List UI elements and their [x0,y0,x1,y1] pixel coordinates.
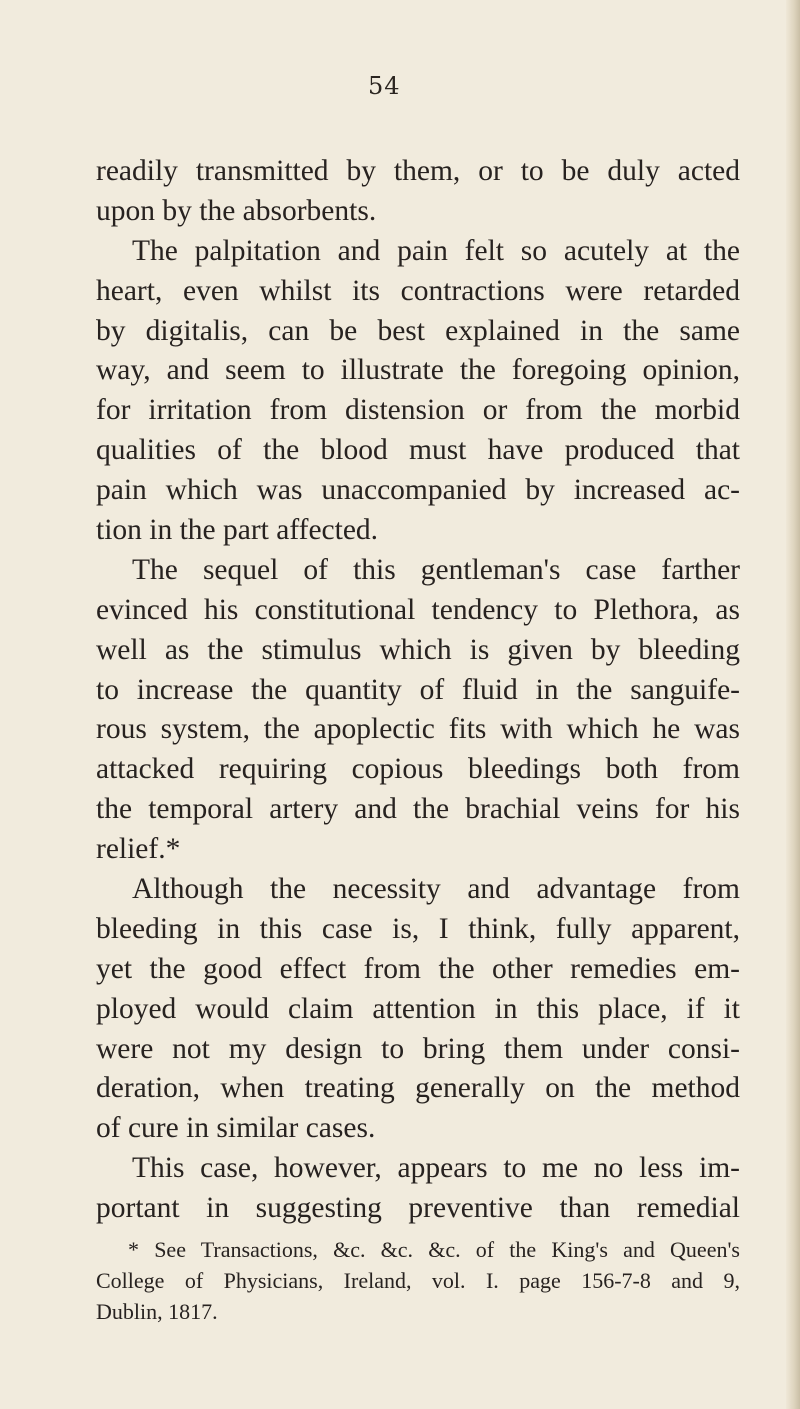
text-line: for irritation from distension or from the morbid [96,394,740,427]
text-line: portant in suggesting preventive than remedial [96,1192,740,1225]
text-line: ployed would claim attention in this place, if it [96,992,740,1025]
text-line: yet the good effect from the other remedies em- [96,952,740,985]
body-text [96,152,740,1229]
text-line: well as the stimulus which is given by bleeding [96,633,740,666]
text-line: to increase the quantity of fluid in the sanguife- [96,673,740,706]
page-edge [786,0,800,1409]
text-line: tion in the part affected. [96,514,379,547]
text-line: Although the necessity and advantage from [132,873,740,906]
text-line: readily transmitted by them, or to be duly acted [96,155,740,187]
text-line: The palpitation and pain felt so acutely at the [132,234,740,267]
text-line: qualities of the blood must have produced that [96,434,740,467]
text-line: pain which was unaccompanied by increased ac- [96,474,740,507]
text-line: upon by the absorbents. [96,194,377,227]
footnote [96,1234,740,1327]
footnote-line: College of Physicians, Ireland, vol. I. page 156-7-8 and 9, [96,1268,740,1293]
text-line: heart, even whilst its contractions were retarded [96,274,740,307]
text-line: deration, when treating generally on the method [96,1072,740,1105]
text-line: relief.* [96,833,181,866]
text-line: by digitalis, can be best explained in the same [96,314,740,347]
text-line: way, and seem to illustrate the foregoing opinion, [96,354,740,387]
text-line: evinced his constitutional tendency to Plethora, as [96,593,740,626]
text-line: were not my design to bring them under consi- [96,1032,740,1065]
text-line: of cure in similar cases. [96,1112,376,1145]
text-line: bleeding in this case is, I think, fully apparent, [96,912,740,945]
page-number: 54 [368,72,401,100]
text-line: rous system, the apoplectic fits with which he was [96,713,740,746]
text-line: attacked requiring copious bleedings both from [96,753,740,786]
footnote-line: * See Transactions, &c. &c. &c. of the King's and Queen's [128,1237,740,1262]
text-line: This case, however, appears to me no less im- [132,1152,740,1185]
text-line: The sequel of this gentleman's case farther [132,553,740,586]
text-line: the temporal artery and the brachial veins for his [96,793,740,826]
footnote-line: Dublin, 1817. [96,1299,218,1324]
